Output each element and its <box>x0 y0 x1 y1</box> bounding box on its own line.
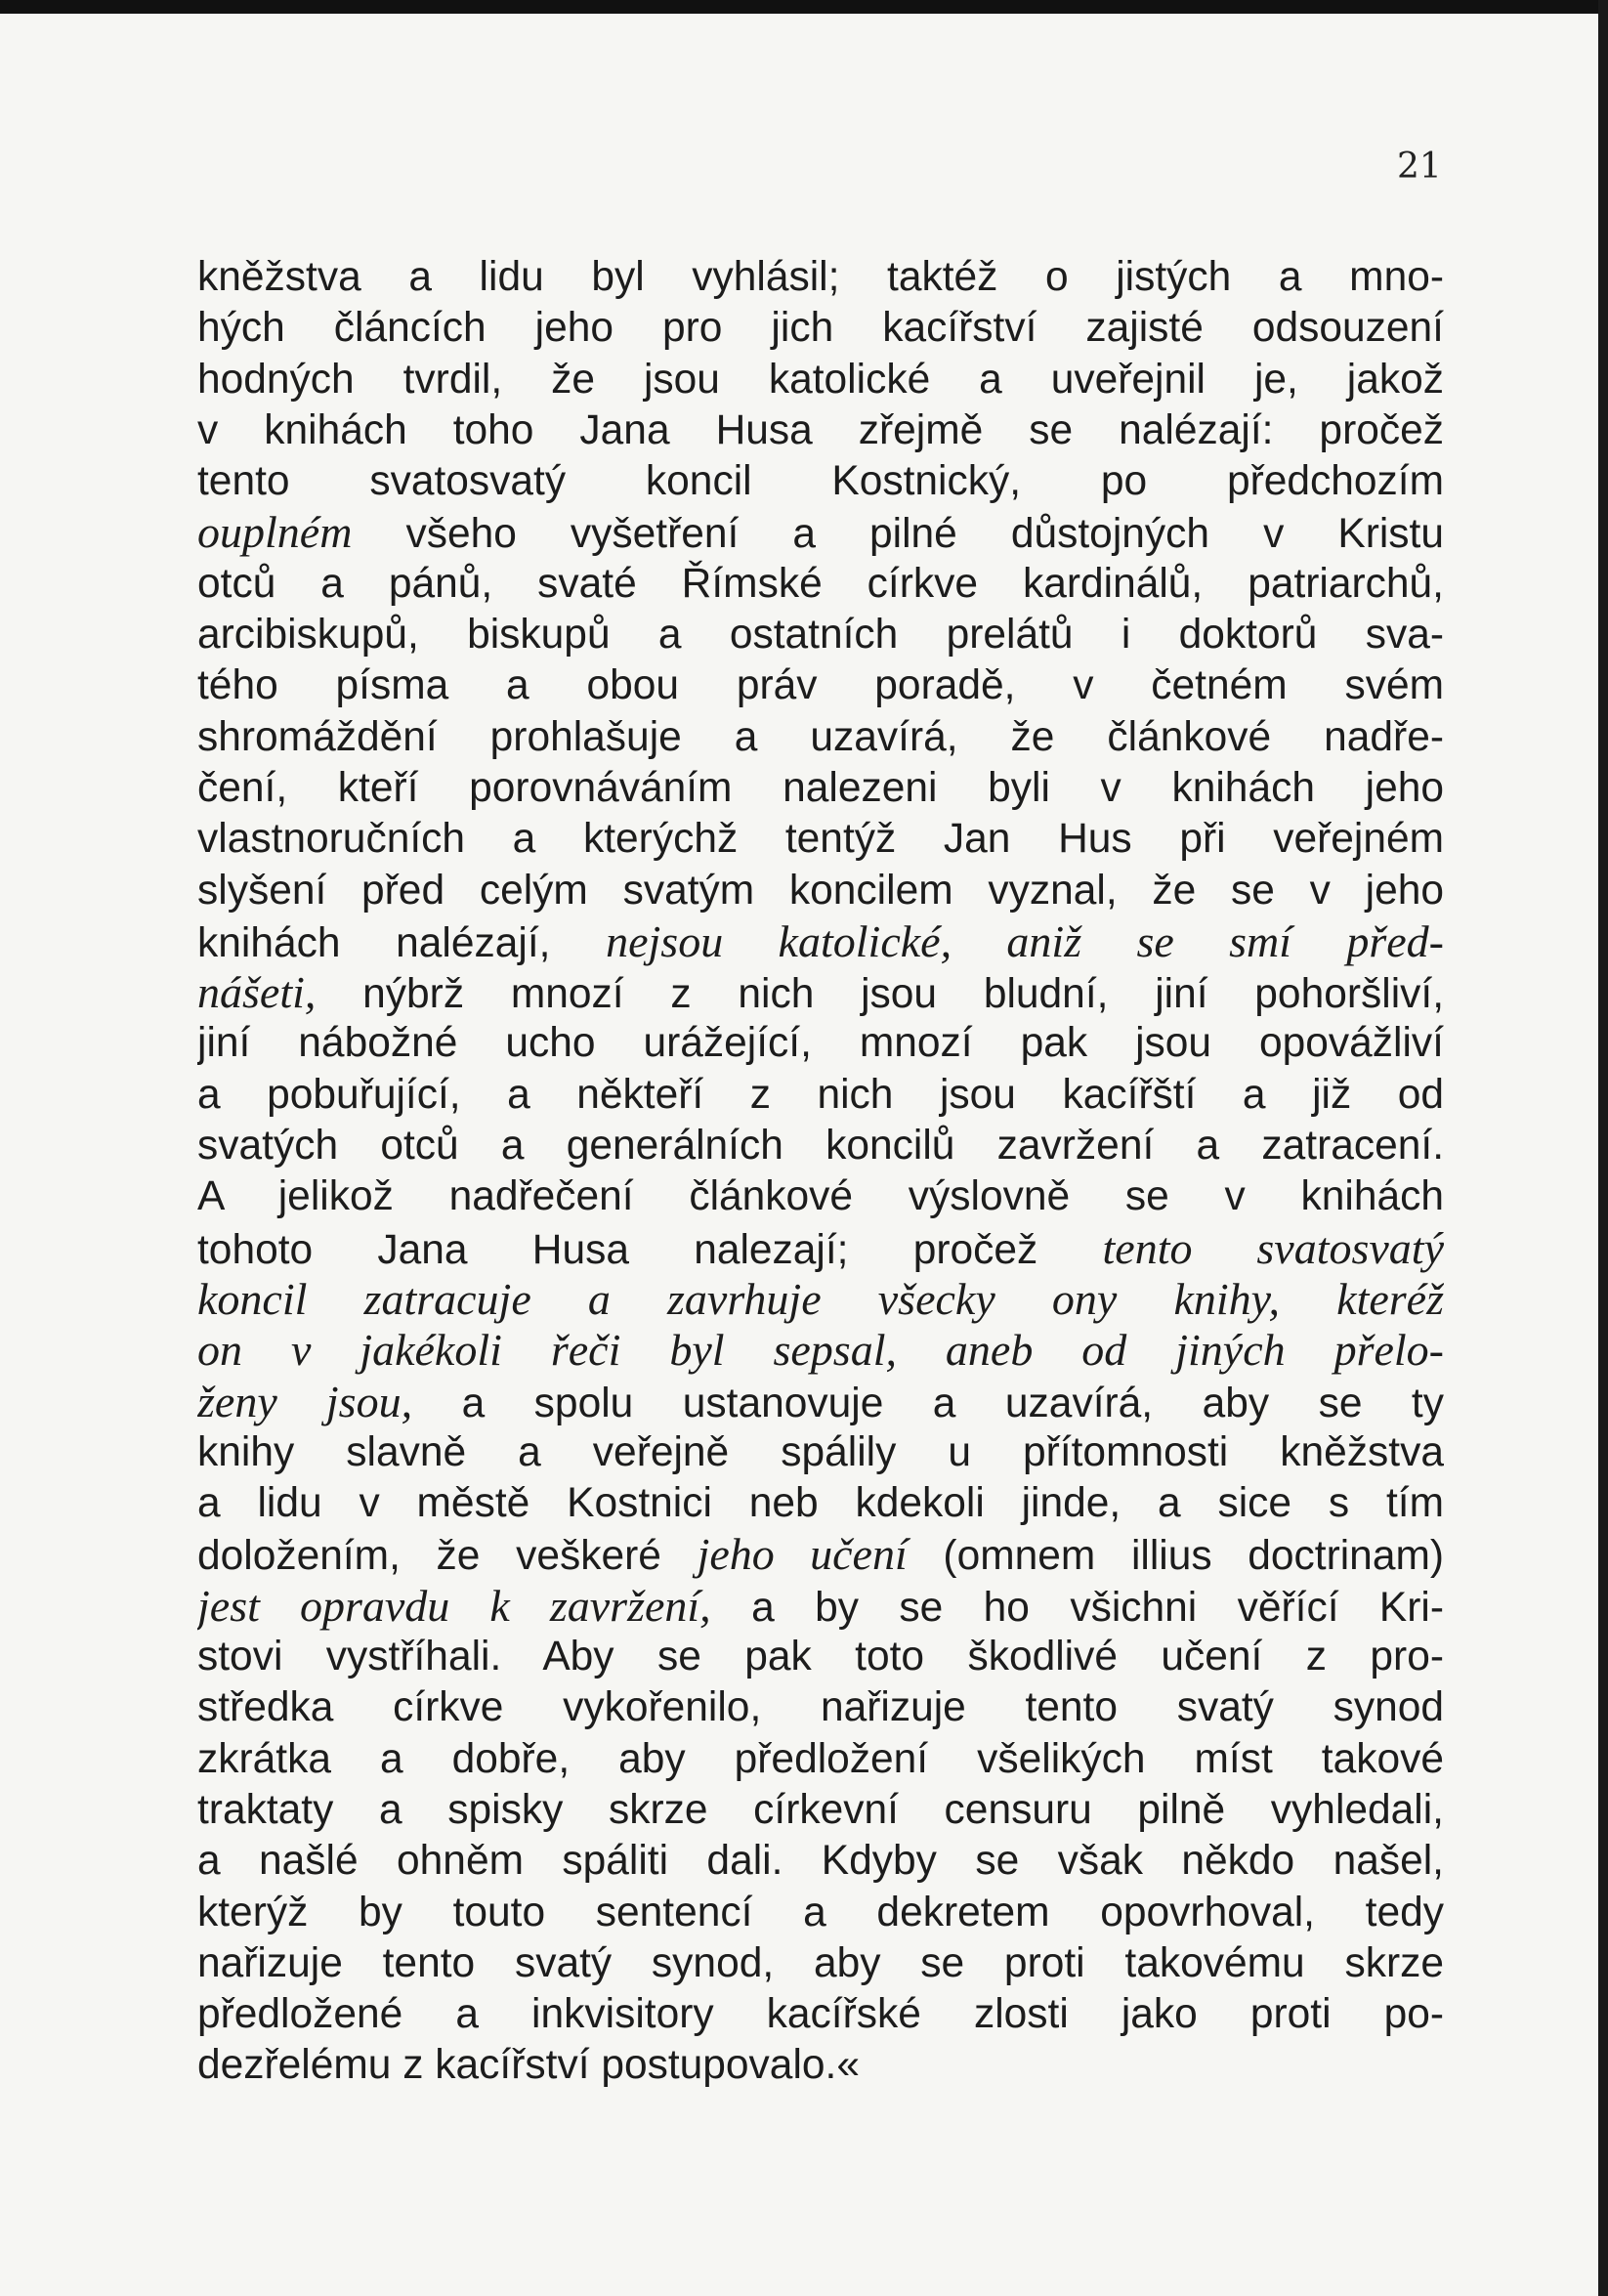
italic-text: ouplném <box>197 507 353 558</box>
text-segment: středka církve vykořenilo, nařizuje tento svatý synod <box>197 1684 1444 1731</box>
text-line <box>197 405 1444 456</box>
italic-text: koncil zatracuje a zavrhuje všecky ony knihy, kteréž <box>197 1273 1444 1324</box>
text-line <box>197 303 1444 354</box>
text-segment: předložené a inkvisitory kacířské zlosti jako proti po- <box>197 1991 1444 2038</box>
text-line <box>197 1785 1444 1836</box>
text-line <box>197 1018 1444 1069</box>
text-line <box>197 252 1444 303</box>
text-line <box>197 1989 1444 2040</box>
text-line <box>197 660 1444 711</box>
text-line <box>197 507 1444 558</box>
text-line <box>197 866 1444 916</box>
italic-text: ženy jsou, <box>197 1376 413 1426</box>
text-segment: knihy slavně a veřejně spálily u přítomnosti kněžstva <box>197 1428 1444 1475</box>
text-segment: A jelikož nadřečení článkové výslovně se v knihách <box>197 1173 1444 1220</box>
text-segment: vlastnoručních a kterýchž tentýž Jan Hus při veřejném <box>197 816 1444 863</box>
text-line <box>197 712 1444 763</box>
text-segment: tohoto Jana Husa nalezají; pročež <box>197 1226 1103 1273</box>
text-segment: arcibiskupů, biskupů a ostatních prelátů i doktorů sva- <box>197 612 1444 659</box>
text-line <box>197 967 1444 1018</box>
text-line <box>197 355 1444 405</box>
text-line <box>197 1121 1444 1171</box>
italic-text: jest opravdu k zavržení, <box>197 1580 711 1631</box>
text-segment: (omnem illius doctrinam) <box>907 1533 1444 1580</box>
text-segment: tento svatosvatý koncil Kostnický, po předchozím <box>197 458 1444 505</box>
text-line <box>197 814 1444 865</box>
italic-text: tento svatosvatý <box>1102 1222 1444 1273</box>
body-text <box>197 252 1444 2092</box>
text-segment: v knihách toho Jana Husa zřejmě se nalézají: pročež <box>197 406 1444 453</box>
text-segment: čení, kteří porovnáváním nalezeni byli v knihách jeho <box>197 764 1444 811</box>
text-line <box>197 559 1444 610</box>
text-segment: slyšení před celým svatým koncilem vyznal, že se v jeho <box>197 867 1444 914</box>
text-line <box>197 1325 1444 1376</box>
text-line <box>197 1888 1444 1938</box>
text-segment: doložením, že veškeré <box>197 1533 698 1580</box>
text-line <box>197 1682 1444 1733</box>
text-segment: dezřelému z kacířství postupovalo.« <box>197 2042 860 2089</box>
text-segment: traktaty a spisky skrze církevní censuru pilně vyhledali, <box>197 1786 1444 1833</box>
text-segment: hých článcích jeho pro jich kacířství zajisté odsouzení <box>197 305 1444 352</box>
text-line <box>197 1223 1444 1274</box>
text-line <box>197 1070 1444 1121</box>
text-segment: a spolu ustanovuje a uzavírá, aby se ty <box>412 1380 1444 1426</box>
text-segment: hodných tvrdil, že jsou katolické a uveřejnil je, jakož <box>197 356 1444 403</box>
text-line <box>197 1427 1444 1478</box>
text-line <box>197 1377 1444 1427</box>
text-line <box>197 1529 1444 1580</box>
text-segment: shromáždění prohlašuje a uzavírá, že článkové nadře- <box>197 713 1444 760</box>
text-line <box>197 763 1444 814</box>
text-segment: a pobuřující, a někteří z nich jsou kacířští a již od <box>197 1071 1444 1118</box>
text-line <box>197 610 1444 660</box>
text-segment: svatých otců a generálních koncilů zavržení a zatracení. <box>197 1123 1444 1169</box>
text-segment: jiní nábožné ucho urážející, mnozí pak jsou opovážliví <box>197 1020 1444 1067</box>
scan-border-right <box>1598 0 1608 2296</box>
italic-text: nejsou katolické, aniž se smí před- <box>606 915 1444 966</box>
text-segment: a našlé ohněm spáliti dali. Kdyby se však někdo našel, <box>197 1838 1444 1885</box>
text-line <box>197 916 1444 967</box>
text-segment: tého písma a obou práv poradě, v četném svém <box>197 662 1444 709</box>
text-line <box>197 1171 1444 1222</box>
text-segment: zkrátka a dobře, aby předložení všelikých míst takové <box>197 1735 1444 1782</box>
text-segment: kněžstva a lidu byl vyhlásil; taktéž o jistých a mno- <box>197 254 1444 300</box>
text-line <box>197 1734 1444 1785</box>
text-segment: a lidu v městě Kostnici neb kdekoli jinde, a sice s tím <box>197 1480 1444 1527</box>
italic-text: nášeti, <box>197 967 317 1018</box>
text-line <box>197 1632 1444 1682</box>
scan-border-top <box>0 0 1608 14</box>
text-line <box>197 456 1444 507</box>
text-line <box>197 1274 1444 1325</box>
italic-text: jeho učení <box>697 1529 908 1580</box>
text-segment: kterýž by touto sentencí a dekretem opovrhoval, tedy <box>197 1889 1444 1935</box>
text-line <box>197 2040 1444 2091</box>
text-segment: všeho vyšetření a pilné důstojných v Kristu <box>352 511 1444 558</box>
text-segment: nařizuje tento svatý synod, aby se proti takovému skrze <box>197 1939 1444 1986</box>
text-segment: otců a pánů, svaté Římské církve kardinálů, patriarchů, <box>197 560 1444 607</box>
text-line <box>197 1836 1444 1887</box>
text-segment: a by se ho všichni věřící Kri- <box>710 1584 1444 1631</box>
text-line <box>197 1581 1444 1632</box>
text-segment: nýbrž mnozí z nich jsou bludní, jiní pohoršliví, <box>316 971 1444 1018</box>
page-number: 21 <box>1397 147 1442 187</box>
text-line <box>197 1938 1444 1989</box>
text-segment: stovi vystříhali. Aby se pak toto škodlivé učení z pro- <box>197 1634 1444 1680</box>
text-segment: knihách nalézají, <box>197 919 607 966</box>
italic-text: on v jakékoli řeči byl sepsal, aneb od jiných přelo- <box>197 1325 1444 1376</box>
text-line <box>197 1478 1444 1529</box>
